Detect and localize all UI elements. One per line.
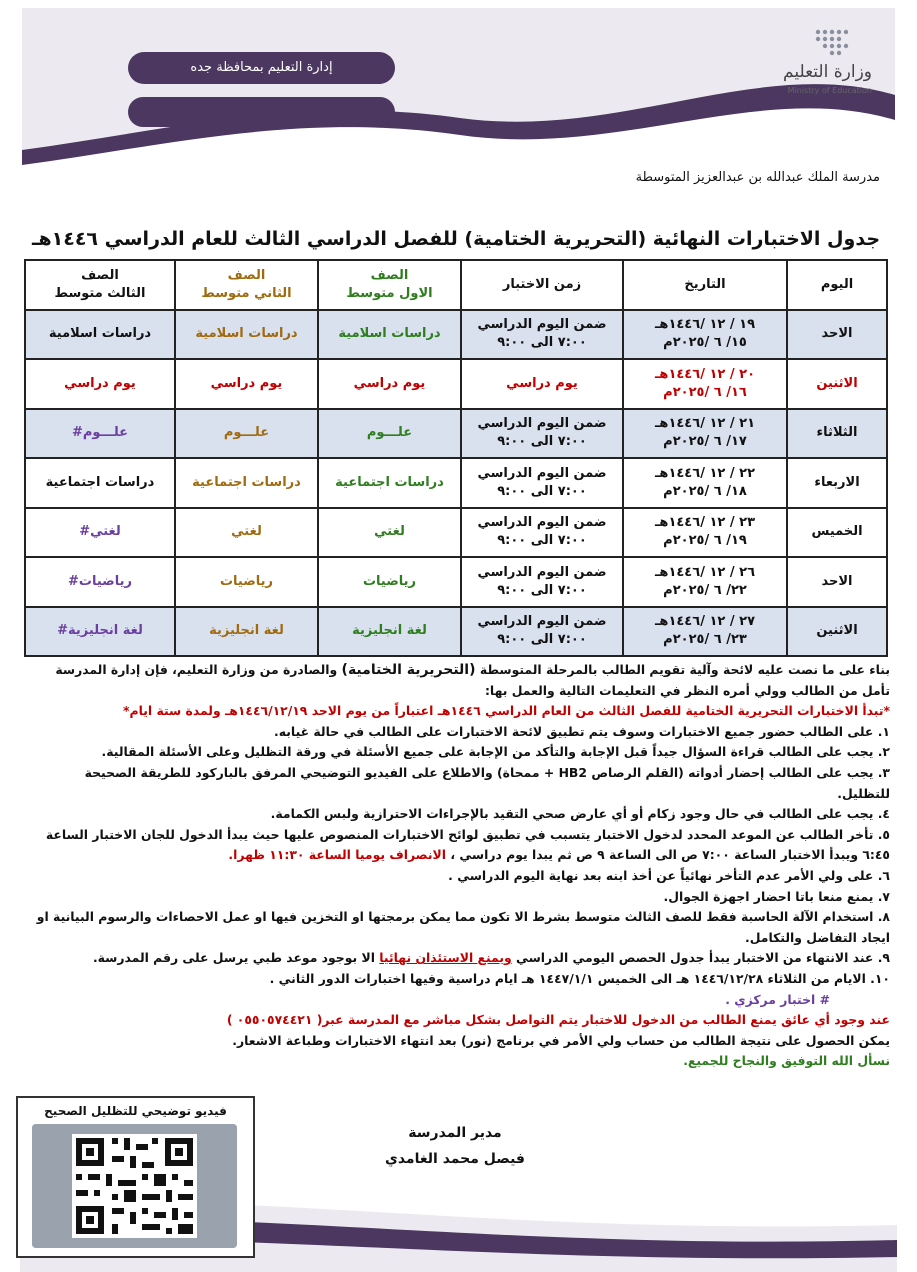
instruction-9-text-a: ٩. عند الانتهاء من الاختبار يبدأ جدول الحصص اليومي الدراسي [516, 950, 890, 966]
row-grade-3: دراسات اجتماعية [25, 458, 175, 508]
instruction-10: ١٠. الايام من الثلاثاء ١٤٤٦/١٢/٢٨ هـ الى الخميس ١٤٤٧/١/١ هـ ايام دراسية وفيها اختبارات الدور الثاني . [269, 970, 890, 986]
header-grade-1-level: الاول متوسط [346, 285, 433, 301]
instruction-5-text: ٥. تأخر الطالب عن الموعد المحدد لدخول الاختبار يتسبب في تطبيق لوائح الاختبارات المنصوص عليها حيث يبدأ الدخول للجان الاختبار الساعة ٦:٤٥ ويبدأ الاختبار الساعة ٧:٠٠ ص الى الساعة ٩ ص ثم يبدا يوم دراسي ، [45, 826, 890, 863]
principal-title: مدير المدرسة [408, 1125, 502, 1141]
signature-block [380, 1120, 530, 1172]
row-grade-1: لغتي [318, 508, 461, 558]
header-grade-1 [318, 260, 461, 310]
row-date-hijri: ٢٦ / ١٢ /١٤٤٦هـ [654, 564, 756, 580]
row-date-hijri: ١٩ / ١٢ /١٤٤٦هـ [654, 317, 756, 333]
ministry-name-arabic: وزارة التعليم [783, 62, 872, 82]
instruction-2: ٢. يجب على الطالب قراءة السؤال جيداً قبل الإجابة والتأكد من الإجابة على جميع الأسئلة في ورقة التظليل وعلى الأسئلة المقالية. [101, 744, 890, 760]
row-time-label: ضمن اليوم الدراسي [477, 564, 607, 580]
row-date-greg: ٢٢/ ٦ /٢٠٢٥م [663, 582, 747, 598]
principal-name: فيصل محمد الغامدي [385, 1151, 525, 1167]
row-date-greg: ١٦/ ٦ /٢٠٢٥م [663, 384, 747, 400]
header-grade-2 [175, 260, 318, 310]
row-date-greg: ١٧/ ٦ /٢٠٢٥م [663, 434, 747, 450]
instruction-5 [30, 825, 890, 866]
table-row [25, 557, 887, 607]
row-time-range: ٧:٠٠ الى ٩:٠٠ [497, 632, 587, 648]
row-date [623, 409, 787, 459]
row-time-range: ٧:٠٠ الى ٩:٠٠ [497, 335, 587, 351]
row-time-label: ضمن اليوم الدراسي [477, 416, 607, 432]
row-date [623, 359, 787, 409]
instruction-8: ٨. استخدام الآلة الحاسبة فقط للصف الثالث متوسط بشرط الا تكون مما يمكن برمجتها او التخزين فيها او عمل الاحصاءات والرسوم البيانية او ايجاد التفاضل والتكامل. [36, 909, 890, 945]
row-grade-1: لغة انجليزية [318, 607, 461, 657]
row-grade-3: لغتي# [25, 508, 175, 558]
row-grade-2: علـــوم [175, 409, 318, 459]
table-row [25, 409, 887, 459]
table-row [25, 310, 887, 360]
row-grade-1: علـــوم [318, 409, 461, 459]
instruction-9 [30, 948, 890, 969]
intro-text-1: بناء على ما نصت عليه لائحة وآلية تقويم الطالب بالمرحلة المتوسطة [479, 662, 890, 677]
intro-text-2: والصادرة من وزارة التعليم، فإن إدارة المدرسة تأمل من الطالب وولي أمره النظر في التعليمات التالية والعمل بها: [55, 662, 890, 698]
instruction-7: ٧. يمنع منعا باتا احضار اجهزة الجوال. [663, 888, 890, 904]
row-day: الاحد [787, 310, 887, 360]
central-exam-note: # اختبار مركزي . [725, 991, 830, 1007]
row-time [461, 557, 623, 607]
intro-bold: (التحريرية الختامية) [341, 662, 476, 678]
row-time [461, 310, 623, 360]
row-date-hijri: ٢٧ / ١٢ /١٤٤٦هـ [654, 614, 756, 630]
dismissal-time: الانصراف يوميا الساعة ١١:٣٠ ظهرا. [228, 847, 447, 863]
header-date: التاريخ [623, 260, 787, 310]
header-time: زمن الاختبار [461, 260, 623, 310]
qr-caption: فيديو توضيحي للتظليل الصحيح [44, 1104, 227, 1118]
row-day: الخميس [787, 508, 887, 558]
row-grade-3: لغة انجليزية# [25, 607, 175, 657]
row-day: الاحد [787, 557, 887, 607]
row-day: الثلاثاء [787, 409, 887, 459]
row-date-greg: ٢٣/ ٦ /٢٠٢٥م [663, 632, 747, 648]
instruction-9-text-b: الا بوجود موعد طبي يرسل على رقم المدرسة. [92, 950, 375, 966]
instruction-4: ٤. يجب على الطالب في حال وجود زكام أو أي عارض صحي التقيد بالإجراءات الاحترازية ولبس الكمامة. [270, 806, 890, 822]
row-date [623, 310, 787, 360]
directorate-banner: إدارة التعليم بمحافظة جده [128, 52, 395, 84]
row-grade-3: رياضيات# [25, 557, 175, 607]
ministry-emblem-icon [810, 24, 870, 58]
header-grade-2-label: الصف [227, 267, 266, 283]
header-grade-1-label: الصف [370, 267, 409, 283]
row-date [623, 458, 787, 508]
row-grade-1: دراسات اسلامية [318, 310, 461, 360]
row-time-label: ضمن اليوم الدراسي [477, 465, 607, 481]
table-header-row [25, 260, 887, 310]
intro-paragraph [30, 660, 890, 701]
row-grade-2: دراسات اجتماعية [175, 458, 318, 508]
row-grade-2: دراسات اسلامية [175, 310, 318, 360]
table-row [25, 607, 887, 657]
row-day: الاربعاء [787, 458, 887, 508]
header-grade-3-level: الثالث متوسط [54, 285, 146, 301]
row-date-greg: ١٥/ ٦ /٢٠٢٥م [663, 335, 747, 351]
no-leave-note: ويمنع الاستئذان نهائيا [379, 950, 512, 966]
row-grade-2: لغة انجليزية [175, 607, 318, 657]
row-time-range: ٧:٠٠ الى ٩:٠٠ [497, 582, 587, 598]
table-row [25, 359, 887, 409]
qr-code-card [16, 1096, 255, 1258]
table-row [25, 508, 887, 558]
row-time-range: ٧:٠٠ الى ٩:٠٠ [497, 533, 587, 549]
row-time [461, 409, 623, 459]
row-date-greg: ١٩/ ٦ /٢٠٢٥م [663, 533, 747, 549]
empty-banner [128, 97, 395, 127]
instruction-3: ٣. يجب على الطالب إحضار أدواته (القلم الرصاص HB2 + ممحاة) والاطلاع على الفيديو التوضيحي المرفق بالباركود للطريقة الصحيحة للتظليل. [84, 764, 890, 801]
page-title: جدول الاختبارات النهائية (التحريرية الختامية) للفصل الدراسي الثالث للعام الدراسي ١٤٤٦هـ [31, 228, 881, 250]
header-grade-2-level: الثاني متوسط [201, 285, 292, 301]
row-time [461, 359, 623, 409]
header-grade-3 [25, 260, 175, 310]
ministry-name-english: Ministry of Education [787, 86, 872, 95]
table-row [25, 458, 887, 508]
row-grade-1: يوم دراسي [318, 359, 461, 409]
wish-note: نسأل الله التوفيق والنجاح للجميع. [683, 1053, 890, 1069]
row-time [461, 508, 623, 558]
row-time-label: ضمن اليوم الدراسي [477, 614, 607, 630]
instruction-6: ٦. على ولي الأمر عدم التأخر نهائياً عن أخذ ابنه بعد نهاية اليوم الدراسي . [448, 867, 890, 883]
row-date [623, 557, 787, 607]
row-date-hijri: ٢١ / ١٢ /١٤٤٦هـ [654, 416, 756, 432]
row-time-range: ٧:٠٠ الى ٩:٠٠ [497, 434, 587, 450]
contact-note: عند وجود أي عائق يمنع الطالب من الدخول للاختبار يتم التواصل بشكل مباشر مع المدرسة عبر( ٠٥٥٠٥٧٤٤٢١ ) [226, 1012, 890, 1028]
row-day: الاثنين [787, 359, 887, 409]
row-grade-1: رياضيات [318, 557, 461, 607]
row-grade-1: دراسات اجتماعية [318, 458, 461, 508]
row-time-label: ضمن اليوم الدراسي [477, 515, 607, 531]
results-note: يمكن الحصول على نتيجة الطالب من حساب ولي الأمر في برنامج (نور) بعد انتهاء الاختبارات وطباعة الاشعار. [232, 1032, 890, 1048]
row-grade-2: يوم دراسي [175, 359, 318, 409]
row-grade-3: دراسات اسلامية [25, 310, 175, 360]
school-name: مدرسة الملك عبدالله بن عبدالعزيز المتوسطة [635, 170, 880, 185]
row-time-label: ضمن اليوم الدراسي [477, 317, 607, 333]
ministry-logo [762, 22, 892, 95]
header-grade-3-label: الصف [81, 267, 119, 283]
qr-code-icon [32, 1124, 237, 1248]
row-grade-2: لغتي [175, 508, 318, 558]
row-date [623, 607, 787, 657]
row-date-hijri: ٢٣ / ١٢ /١٤٤٦هـ [654, 515, 756, 531]
row-date-hijri: ٢٢ / ١٢ /١٤٤٦هـ [654, 465, 756, 481]
row-date-hijri: ٢٠ / ١٢ /١٤٤٦هـ [654, 366, 756, 382]
row-time-label: يوم دراسي [506, 375, 578, 391]
qr-code[interactable] [32, 1124, 237, 1248]
row-time-range: ٧:٠٠ الى ٩:٠٠ [497, 483, 587, 499]
row-grade-3: يوم دراسي [25, 359, 175, 409]
row-grade-3: علـــوم# [25, 409, 175, 459]
instructions [30, 660, 890, 1072]
row-day: الاثنين [787, 607, 887, 657]
row-date [623, 508, 787, 558]
row-time [461, 458, 623, 508]
instruction-1: ١. على الطالب حضور جميع الاختبارات وسوف يتم تطبيق لائحة الاختبارات على الطالب في حالة غيابه. [274, 723, 890, 739]
row-date-greg: ١٨/ ٦ /٢٠٢٥م [663, 483, 747, 499]
header-day: اليوم [787, 260, 887, 310]
exam-start-note: *تبدأ الاختبارات التحريرية الختامية للفصل الثالث من العام الدراسي ١٤٤٦هـ اعتباراً من يوم الاحد ١٤٤٦/١٢/١٩هـ ولمدة ستة ايام* [123, 703, 890, 719]
exam-schedule-table [24, 259, 888, 657]
row-time [461, 607, 623, 657]
row-grade-2: رياضيات [175, 557, 318, 607]
